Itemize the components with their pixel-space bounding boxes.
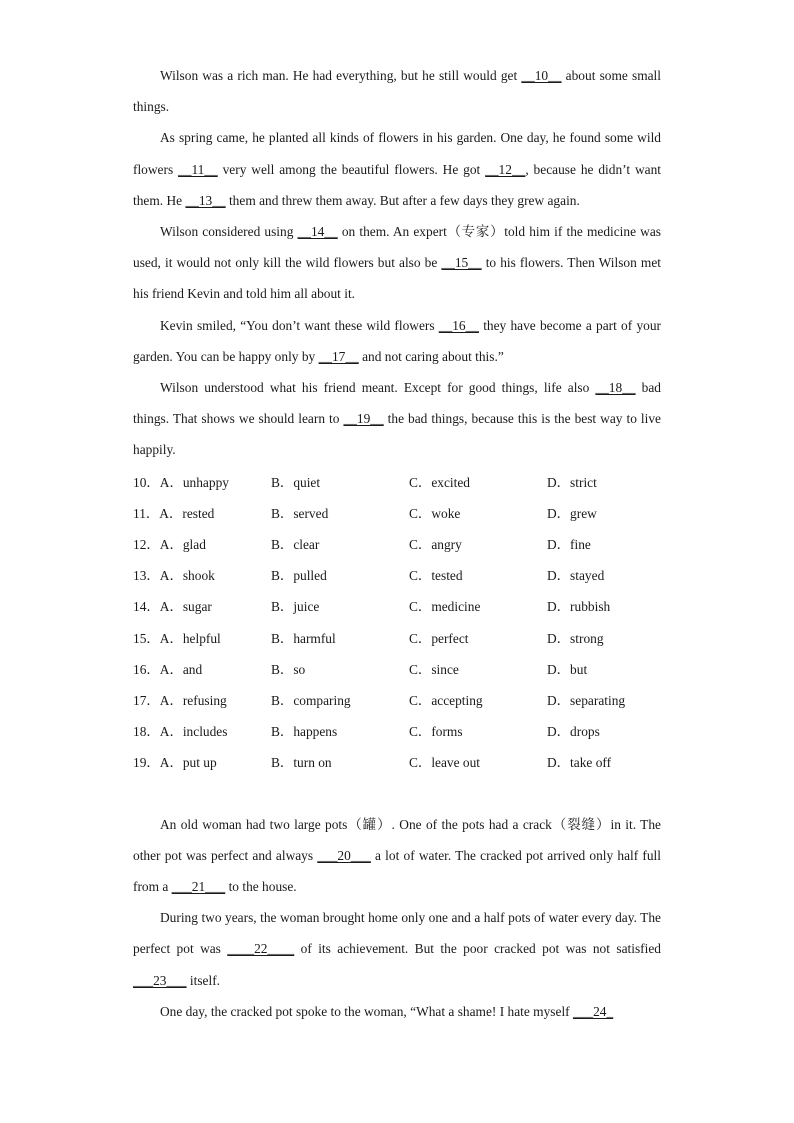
answer-blank: ___21___ xyxy=(171,878,226,894)
option-cell xyxy=(409,752,547,771)
question-number: 14． xyxy=(133,599,160,615)
option-cell xyxy=(133,721,271,740)
passage-text: about some small things. xyxy=(133,68,661,115)
option-cell xyxy=(133,534,271,553)
question-row xyxy=(133,528,661,559)
passage-text: very well among the beautiful flowers. He got xyxy=(217,161,486,177)
answer-blank: __12__ xyxy=(485,161,526,177)
section-spacer xyxy=(133,778,661,809)
answer-blank: ___23___ xyxy=(133,972,187,988)
option-b: B．comparing xyxy=(271,693,351,709)
passage-text: and not caring about this.” xyxy=(358,348,504,364)
option-a: A．glad xyxy=(159,537,206,553)
option-cell xyxy=(133,628,271,647)
option-cell xyxy=(547,596,661,615)
option-cell xyxy=(547,565,661,584)
option-a: A．put up xyxy=(159,755,217,771)
answer-blank: __11__ xyxy=(178,161,218,177)
option-b: B．juice xyxy=(271,599,320,615)
question-number: 19． xyxy=(133,755,160,771)
question-options xyxy=(133,466,661,778)
passage-text: Wilson was a rich man. He had everything, but he still would get xyxy=(160,68,522,83)
question-number: 10． xyxy=(133,474,160,490)
option-cell xyxy=(271,503,409,522)
option-cell xyxy=(409,534,547,553)
option-d: D．grew xyxy=(547,505,597,521)
option-b: B．served xyxy=(271,505,329,521)
option-cell xyxy=(409,659,547,678)
option-cell xyxy=(133,596,271,615)
passage-text: of its achievement. But the poor cracked pot was not satisfied xyxy=(294,941,661,957)
option-cell xyxy=(409,472,547,491)
option-c: C．since xyxy=(409,661,459,677)
option-a: A．sugar xyxy=(159,599,212,615)
option-cell xyxy=(271,690,409,709)
option-d: D．strict xyxy=(547,474,597,490)
question-number: 16． xyxy=(133,661,160,677)
answer-blank: __19__ xyxy=(343,411,384,427)
option-b: B．quiet xyxy=(271,474,321,490)
answer-blank: __10__ xyxy=(521,68,562,83)
answer-blank: __17__ xyxy=(318,348,359,364)
answer-blank: __13__ xyxy=(185,192,226,208)
passage-text: Kevin smiled, “You don’t want these wild flowers xyxy=(160,317,439,333)
option-c: C．angry xyxy=(409,537,462,553)
question-row xyxy=(133,653,661,684)
option-c: C．leave out xyxy=(409,755,481,771)
option-a: A．and xyxy=(159,661,203,677)
option-cell xyxy=(133,565,271,584)
option-b: B．turn on xyxy=(271,755,332,771)
option-a: A．shook xyxy=(159,568,215,584)
option-cell xyxy=(271,659,409,678)
answer-blank: __14__ xyxy=(297,224,338,240)
question-number: 13． xyxy=(133,568,160,584)
option-a: A．refusing xyxy=(159,693,227,709)
question-row xyxy=(133,590,661,621)
question-row xyxy=(133,622,661,653)
option-cell xyxy=(133,690,271,709)
question-row xyxy=(133,715,661,746)
passage-2 xyxy=(133,809,661,1027)
question-row xyxy=(133,559,661,590)
option-c: C．excited xyxy=(409,474,470,490)
passage-paragraph xyxy=(133,60,661,122)
passage-paragraph xyxy=(133,372,661,466)
option-c: C．forms xyxy=(409,724,463,740)
option-cell xyxy=(271,534,409,553)
question-number: 11． xyxy=(133,505,160,521)
option-cell xyxy=(409,690,547,709)
option-b: B．harmful xyxy=(271,630,336,646)
option-a: A．helpful xyxy=(159,630,221,646)
option-d: D．take off xyxy=(547,755,612,771)
option-b: B．clear xyxy=(271,537,320,553)
passage-text: to the house. xyxy=(225,878,297,894)
option-c: C．medicine xyxy=(409,599,481,615)
passage-1 xyxy=(133,60,661,466)
option-c: C．tested xyxy=(409,568,463,584)
passage-paragraph xyxy=(133,809,661,903)
question-number: 15． xyxy=(133,630,160,646)
question-number: 12． xyxy=(133,537,160,553)
question-row xyxy=(133,746,661,777)
option-cell xyxy=(271,596,409,615)
passage-text: Wilson understood what his friend meant. Except for good things, life also xyxy=(160,380,596,396)
passage-text: As spring came, he planted all kinds of flowers in his garden. One day, he found some wild flowers xyxy=(133,130,661,177)
option-d: D．rubbish xyxy=(547,599,611,615)
passage-text: bad things. That shows we should learn to xyxy=(133,380,661,427)
answer-blank: __18__ xyxy=(595,380,636,396)
option-d: D．stayed xyxy=(547,568,605,584)
option-cell xyxy=(133,752,271,771)
option-a: A．includes xyxy=(159,724,228,740)
option-c: C．woke xyxy=(409,505,461,521)
option-c: C．perfect xyxy=(409,630,469,646)
option-cell xyxy=(409,565,547,584)
option-cell xyxy=(409,628,547,647)
passage-text: Wilson considered using xyxy=(160,224,298,240)
option-b: B．pulled xyxy=(271,568,327,584)
option-cell xyxy=(547,472,661,491)
passage-text: a lot of water. The cracked pot arrived only half full from a xyxy=(133,847,662,894)
option-cell xyxy=(271,565,409,584)
passage-text: itself. xyxy=(186,972,221,988)
option-a: A．rested xyxy=(159,505,215,521)
answer-blank: __16__ xyxy=(438,317,479,333)
question-row xyxy=(133,497,661,528)
worksheet-page xyxy=(133,60,661,1027)
passage-text: the bad things, because this is the best way to live happily. xyxy=(133,411,661,458)
option-b: B．so xyxy=(271,661,306,677)
option-cell xyxy=(271,472,409,491)
option-d: D．fine xyxy=(547,537,591,553)
option-cell xyxy=(409,596,547,615)
option-cell xyxy=(547,534,661,553)
option-cell xyxy=(547,721,661,740)
option-cell xyxy=(409,503,547,522)
passage-paragraph xyxy=(133,902,661,996)
option-cell xyxy=(271,752,409,771)
option-c: C．accepting xyxy=(409,693,483,709)
option-d: D．separating xyxy=(547,693,626,709)
passage-text: , because he didn’t want them. He xyxy=(133,161,661,208)
question-row xyxy=(133,684,661,715)
question-row xyxy=(133,466,661,497)
question-number: 17． xyxy=(133,693,160,709)
passage-text: An old woman had two large pots（罐）. One of the pots had a crack（裂缝）in it. The other pot was perfect and always xyxy=(133,816,661,863)
passage-paragraph xyxy=(133,122,661,216)
passage-paragraph xyxy=(133,310,661,372)
answer-blank: ____22____ xyxy=(227,941,295,957)
question-number: 18． xyxy=(133,724,160,740)
passage-text: on them. An expert（专家）told him if the medicine was used, it would not only kill the wild flowers but also be xyxy=(133,224,661,271)
passage-text: One day, the cracked pot spoke to the woman, “What a shame! I hate myself xyxy=(160,1003,573,1019)
option-cell xyxy=(547,752,661,771)
answer-blank: ___24_ xyxy=(572,1003,614,1019)
option-d: D．but xyxy=(547,661,588,677)
option-cell xyxy=(271,628,409,647)
option-cell xyxy=(409,721,547,740)
option-cell xyxy=(547,503,661,522)
passage-text: During two years, the woman brought home only one and a half pots of water every day. The perfect pot was xyxy=(133,910,661,957)
passage-paragraph xyxy=(133,216,661,310)
passage-text: they have become a part of your garden. You can be happy only by xyxy=(133,317,661,364)
option-cell xyxy=(271,721,409,740)
option-d: D．drops xyxy=(547,724,600,740)
answer-blank: __15__ xyxy=(441,255,482,271)
option-cell xyxy=(133,503,271,522)
option-a: A．unhappy xyxy=(159,474,229,490)
answer-blank: ___20___ xyxy=(317,847,371,863)
option-cell xyxy=(547,628,661,647)
option-cell xyxy=(547,690,661,709)
passage-paragraph xyxy=(133,996,661,1027)
option-cell xyxy=(547,659,661,678)
passage-text: to his flowers. Then Wilson met his friend Kevin and told him all about it. xyxy=(133,255,661,302)
option-cell xyxy=(133,472,271,491)
option-cell xyxy=(133,659,271,678)
option-b: B．happens xyxy=(271,724,338,740)
option-d: D．strong xyxy=(547,630,604,646)
passage-text: them and threw them away. But after a few days they grew again. xyxy=(225,192,580,208)
